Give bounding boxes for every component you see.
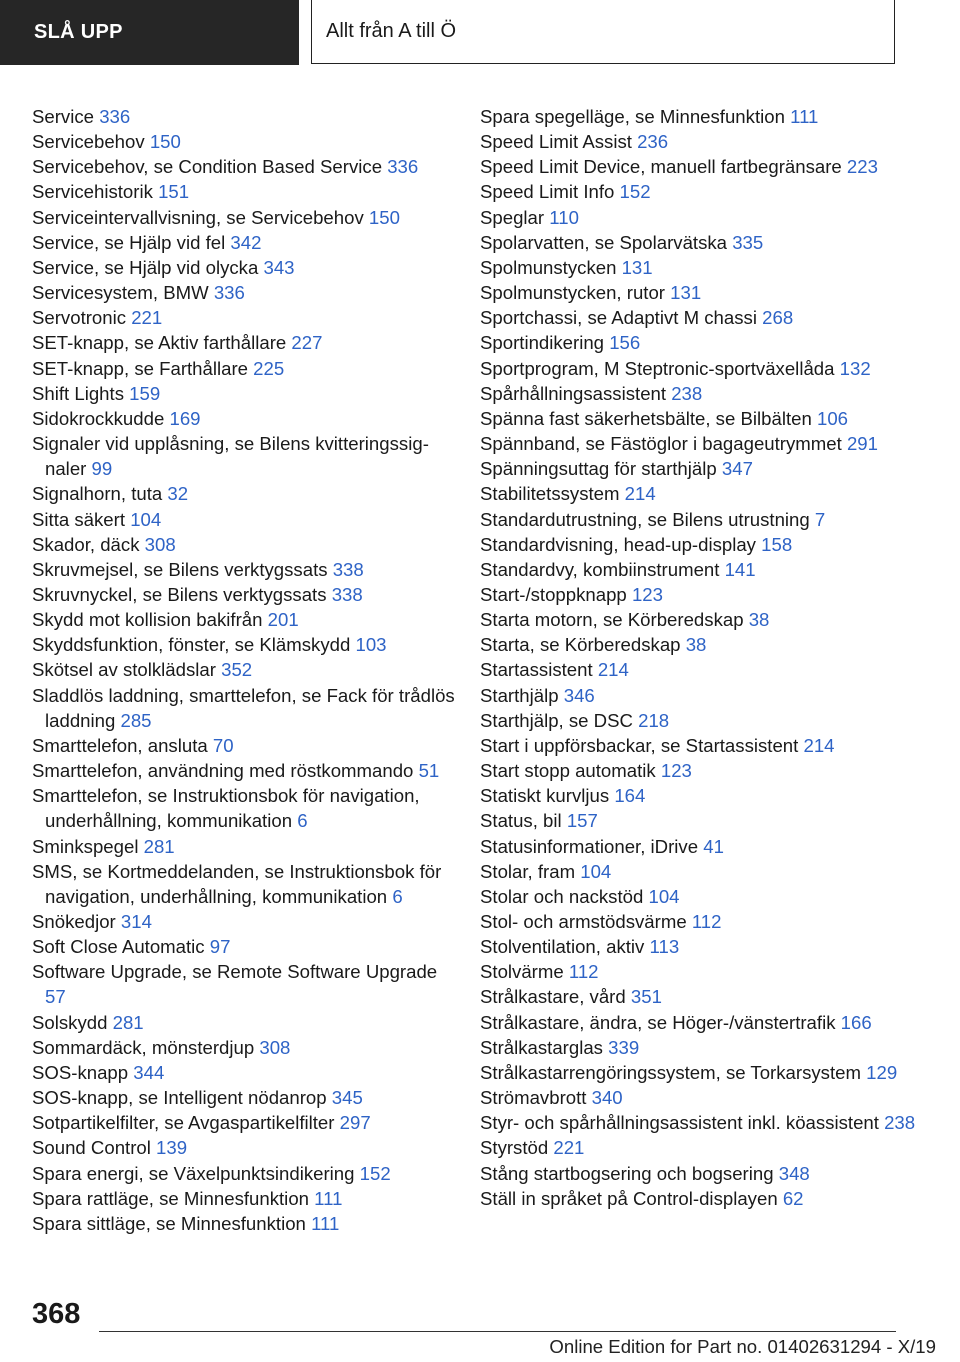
entry-term: Starthjälp	[480, 684, 559, 706]
index-entry	[32, 104, 462, 129]
entry-term: Service, se Hjälp vid olycka	[32, 256, 259, 278]
entry-page-link[interactable]: 281	[143, 835, 175, 857]
index-entry	[480, 884, 920, 909]
index-entry	[480, 959, 920, 984]
index-entry	[480, 1010, 920, 1035]
entry-term: Strålkastarglas	[480, 1036, 603, 1058]
entry-page-link[interactable]: 41	[703, 835, 724, 857]
entry-page-link[interactable]: 112	[691, 911, 722, 932]
entry-page-link[interactable]: 221	[553, 1137, 585, 1159]
index-entry	[480, 1110, 920, 1135]
entry-term: Servicehistorik	[32, 181, 153, 203]
entry-page-link[interactable]: 57	[45, 986, 66, 1008]
entry-term: Spårhållningsassistent	[480, 382, 667, 404]
entry-page-link[interactable]: 6	[297, 810, 308, 832]
entry-term: Servotronic	[32, 307, 127, 329]
entry-page-link[interactable]: 214	[597, 659, 629, 681]
entry-term: Skötsel av stolklädslar	[32, 659, 216, 681]
entry-term: Service, se Hjälp vid fel	[32, 231, 226, 253]
entry-term: Signaler vid upplåsning, se Bilens kvitteringssignaler	[32, 433, 429, 480]
entry-page-link[interactable]: 338	[331, 583, 363, 605]
entry-term: Skydd mot kollision bakifrån	[32, 609, 263, 631]
index-column-left	[32, 104, 462, 1236]
index-entry	[32, 431, 462, 481]
entry-page-link[interactable]: 339	[608, 1036, 640, 1058]
index-entry	[32, 356, 462, 381]
index-entry	[32, 381, 462, 406]
entry-term: Spara spegelläge, se Minnesfunktion	[480, 106, 785, 127]
entry-term: Servicebehov	[32, 131, 145, 153]
entry-page-link[interactable]: 223	[846, 156, 878, 178]
index-entry	[480, 154, 920, 179]
entry-page-link[interactable]: 297	[339, 1112, 371, 1134]
index-entry	[480, 834, 920, 859]
entry-page-link[interactable]: 131	[670, 282, 702, 304]
entry-term: Standardvisning, head-up-display	[480, 533, 756, 555]
entry-term: Startassistent	[480, 659, 593, 681]
index-entry	[32, 582, 462, 607]
index-entry	[32, 1161, 462, 1186]
entry-term: Standardutrustning, se Bilens utrustning	[480, 508, 810, 530]
index-entry	[480, 1161, 920, 1186]
index-entry	[32, 255, 462, 280]
index-entry	[32, 758, 462, 783]
entry-term: Software Upgrade, se Remote Software Upgrade	[32, 961, 438, 983]
entry-page-link[interactable]: 336	[387, 156, 419, 178]
entry-term: Styr- och spårhållningsassistent inkl. köassistent	[480, 1112, 879, 1134]
entry-page-link[interactable]: 166	[840, 1011, 872, 1033]
entry-term: Start i uppförsbackar, se Startassistent	[480, 734, 799, 756]
index-entry	[32, 934, 462, 959]
index-entry	[32, 632, 462, 657]
index-entry	[480, 280, 920, 305]
entry-term: Stolventilation, aktiv	[480, 936, 645, 958]
entry-term: Speglar	[480, 206, 545, 228]
index-entry	[480, 708, 920, 733]
entry-page-link[interactable]: 6	[392, 885, 403, 907]
index-entry	[32, 305, 462, 330]
entry-term: Skyddsfunktion, fönster, se Klämskydd	[32, 634, 351, 656]
entry-page-link[interactable]: 238	[884, 1112, 916, 1134]
index-entry	[32, 1010, 462, 1035]
entry-page-link[interactable]: 129	[866, 1061, 898, 1083]
entry-page-link[interactable]: 151	[158, 181, 190, 203]
page-number: 368	[32, 1298, 81, 1330]
entry-term: Statiskt kurvljus	[480, 785, 610, 807]
index-entry	[480, 1186, 920, 1211]
edition-footer: Online Edition for Part no. 01402631294 - X/19	[549, 1336, 936, 1357]
entry-term: Spara energi, se Växelpunktsindikering	[32, 1162, 355, 1184]
entry-page-link[interactable]: 346	[563, 684, 595, 706]
entry-term: Spänningsuttag för starthjälp	[480, 458, 717, 480]
index-entry	[480, 179, 920, 204]
entry-page-link[interactable]: 238	[671, 382, 703, 404]
entry-page-link[interactable]: 338	[332, 558, 364, 580]
entry-term: Sminkspegel	[32, 835, 139, 857]
entry-page-link[interactable]: 132	[839, 357, 871, 379]
entry-page-link[interactable]: 281	[112, 1011, 144, 1033]
index-entry	[32, 1186, 462, 1211]
entry-page-link[interactable]: 32	[167, 483, 189, 505]
index-entry	[32, 1035, 462, 1060]
entry-page-link[interactable]: 268	[762, 307, 794, 329]
entry-page-link[interactable]: 70	[212, 734, 234, 756]
entry-page-link[interactable]: 336	[213, 282, 245, 304]
entry-term: Start-/stoppknapp	[480, 583, 627, 605]
entry-term: Servicebehov, se Condition Based Service	[32, 156, 383, 178]
entry-term: Strålkastare, ändra, se Höger-/vänstertrafik	[480, 1011, 836, 1033]
index-entry	[480, 758, 920, 783]
entry-page-link[interactable]: 51	[418, 760, 440, 782]
chapter-tab[interactable]	[311, 0, 895, 64]
entry-page-link[interactable]: 103	[355, 634, 387, 656]
entry-term: Spänna fast säkerhetsbälte, se Bilbälten	[480, 407, 812, 429]
index-entry	[32, 154, 462, 179]
index-entry	[480, 104, 920, 129]
entry-page-link[interactable]: 110	[549, 206, 579, 228]
entry-page-link[interactable]: 104	[580, 860, 612, 882]
chapter-label: Allt från A till Ö	[326, 20, 457, 42]
entry-page-link[interactable]: 139	[156, 1137, 188, 1159]
entry-term: Snökedjor	[32, 911, 116, 932]
index-column-right	[480, 104, 920, 1211]
entry-page-link[interactable]: 348	[778, 1162, 810, 1184]
entry-term: Speed Limit Assist	[480, 131, 632, 153]
index-entry	[32, 1110, 462, 1135]
entry-page-link[interactable]: 97	[209, 936, 231, 958]
index-entry	[480, 406, 920, 431]
index-entry	[32, 330, 462, 355]
entry-term: Sladdlös laddning, smarttelefon, se Fack för trådlös laddning	[32, 684, 455, 731]
entry-term: Skruvnyckel, se Bilens verktygssats	[32, 583, 327, 605]
index-entry	[32, 280, 462, 305]
entry-page-link[interactable]: 38	[685, 634, 707, 656]
entry-term: Servicesystem, BMW	[32, 282, 209, 304]
index-entry	[480, 607, 920, 632]
entry-page-link[interactable]: 285	[120, 709, 152, 731]
index-entry	[480, 381, 920, 406]
index-entry	[480, 330, 920, 355]
index-entry	[480, 657, 920, 682]
entry-page-link[interactable]: 104	[130, 508, 162, 530]
entry-page-link[interactable]: 150	[149, 131, 181, 153]
section-label: SLÅ UPP	[34, 21, 123, 43]
entry-page-link[interactable]: 111	[314, 1187, 343, 1209]
index-entry	[480, 808, 920, 833]
index-entry	[480, 582, 920, 607]
entry-term: SOS-knapp	[32, 1061, 129, 1083]
index-entry	[32, 1060, 462, 1085]
entry-page-link[interactable]: 99	[91, 458, 113, 480]
entry-term: Sommardäck, mönsterdjup	[32, 1036, 255, 1058]
index-entry	[480, 557, 920, 582]
index-entry	[480, 783, 920, 808]
section-tab[interactable]	[0, 0, 299, 65]
entry-page-link[interactable]: 227	[291, 332, 323, 354]
entry-page-link[interactable]: 164	[614, 785, 646, 807]
entry-term: Standardvy, kombiinstrument	[480, 558, 720, 580]
entry-term: Sound Control	[32, 1137, 151, 1159]
entry-term: Starta, se Körberedskap	[480, 634, 681, 656]
entry-term: Start stopp automatik	[480, 760, 656, 782]
index-entry	[480, 431, 920, 456]
index-entry	[32, 1085, 462, 1110]
index-entry	[480, 1135, 920, 1160]
index-entry	[32, 507, 462, 532]
entry-page-link[interactable]: 7	[814, 508, 826, 530]
entry-page-link[interactable]: 343	[263, 256, 295, 278]
index-entry	[32, 959, 462, 1009]
entry-term: Stång startbogsering och bogsering	[480, 1162, 774, 1184]
index-entry	[480, 1085, 920, 1110]
index-entry	[480, 129, 920, 154]
index-entry	[32, 733, 462, 758]
entry-page-link[interactable]: 123	[631, 583, 663, 605]
index-entry	[32, 859, 462, 909]
entry-term: Styrstöd	[480, 1137, 549, 1159]
index-entry	[480, 255, 920, 280]
index-entry	[480, 356, 920, 381]
index-entry	[480, 909, 920, 934]
entry-page-link[interactable]: 123	[660, 760, 692, 782]
entry-term: Skruvmejsel, se Bilens verktygssats	[32, 558, 328, 580]
entry-term: Stolar, fram	[480, 860, 576, 882]
entry-page-link[interactable]: 169	[169, 407, 201, 429]
entry-page-link[interactable]: 340	[591, 1087, 623, 1109]
index-entry	[480, 205, 920, 230]
entry-page-link[interactable]: 106	[816, 407, 849, 429]
entry-term: Speed Limit Info	[480, 181, 615, 203]
entry-term: SMS, se Kortmeddelanden, se Instruktionsbok för navigation, underhållning, kommunikation	[32, 860, 442, 907]
index-entry	[480, 859, 920, 884]
index-entry	[480, 984, 920, 1009]
entry-term: Statusinformationer, iDrive	[480, 835, 699, 857]
index-entry	[32, 909, 462, 934]
entry-page-link[interactable]: 104	[648, 885, 680, 907]
entry-page-link[interactable]: 131	[621, 256, 653, 278]
footer-divider	[99, 1331, 896, 1332]
entry-term: Smarttelefon, se Instruktionsbok för navigation, underhållning, kommunikation	[32, 785, 420, 832]
entry-page-link[interactable]: 157	[566, 810, 598, 832]
index-entry	[32, 129, 462, 154]
entry-page-link[interactable]: 62	[782, 1187, 804, 1209]
entry-page-link[interactable]: 159	[129, 382, 161, 404]
index-entry	[32, 406, 462, 431]
index-entry	[480, 305, 920, 330]
entry-page-link[interactable]: 221	[131, 307, 163, 329]
entry-page-link[interactable]: 38	[748, 609, 770, 631]
entry-page-link[interactable]: 150	[368, 206, 400, 228]
entry-term: Shift Lights	[32, 382, 124, 404]
entry-term: Spara sittläge, se Minnesfunktion	[32, 1212, 306, 1234]
index-entry	[480, 507, 920, 532]
entry-term: Signalhorn, tuta	[32, 483, 163, 505]
entry-term: Smarttelefon, ansluta	[32, 734, 208, 756]
entry-term: Spolmunstycken, rutor	[480, 282, 665, 304]
index-entry	[480, 1060, 920, 1085]
index-entry	[480, 1035, 920, 1060]
entry-term: Serviceintervallvisning, se Servicebehov	[32, 206, 364, 228]
entry-term: Sotpartikelfilter, se Avgaspartikelfilter	[32, 1112, 335, 1134]
entry-page-link[interactable]: 351	[630, 986, 662, 1008]
entry-page-link[interactable]: 335	[732, 231, 764, 253]
entry-page-link[interactable]: 141	[724, 558, 756, 580]
entry-term: Spännband, se Fästöglor i bagageutrymmet	[480, 433, 842, 455]
entry-term: SET-knapp, se Aktiv farthållare	[32, 332, 287, 354]
entry-page-link[interactable]: 218	[638, 709, 670, 731]
entry-page-link[interactable]: 158	[761, 533, 793, 555]
entry-term: Spolarvatten, se Spolarvätska	[480, 231, 728, 253]
index-entry	[480, 532, 920, 557]
entry-term: Stol- och armstödsvärme	[480, 911, 687, 932]
index-entry	[32, 230, 462, 255]
index-entry	[480, 632, 920, 657]
entry-term: Spara rattläge, se Minnesfunktion	[32, 1187, 309, 1209]
entry-term: Smarttelefon, användning med röstkommando	[32, 760, 414, 782]
index-entry	[32, 1135, 462, 1160]
entry-term: SET-knapp, se Farthållare	[32, 357, 248, 379]
entry-page-link[interactable]: 111	[311, 1212, 340, 1234]
entry-page-link[interactable]: 336	[99, 106, 131, 127]
entry-term: SOS-knapp, se Intelligent nödanrop	[32, 1087, 327, 1109]
entry-term: Sportindikering	[480, 332, 605, 354]
entry-page-link[interactable]: 156	[609, 332, 641, 354]
entry-term: Skador, däck	[32, 533, 140, 555]
entry-term: Starthjälp, se DSC	[480, 709, 633, 731]
entry-term: Spolmunstycken	[480, 256, 617, 278]
entry-term: Solskydd	[32, 1011, 108, 1033]
index-entry	[32, 532, 462, 557]
index-entry	[32, 179, 462, 204]
entry-term: Stabilitetssystem	[480, 483, 620, 505]
entry-page-link[interactable]: 308	[259, 1036, 291, 1058]
entry-page-link[interactable]: 291	[846, 433, 878, 455]
entry-term: Ställ in språket på Control-displayen	[480, 1187, 778, 1209]
entry-term: Sidokrockkudde	[32, 407, 165, 429]
entry-page-link[interactable]: 347	[721, 458, 753, 480]
entry-page-link[interactable]: 214	[624, 483, 656, 505]
entry-term: Strålkastarrengöringssystem, se Torkarsystem	[480, 1061, 861, 1083]
entry-page-link[interactable]: 236	[637, 131, 669, 153]
index-entry	[32, 657, 462, 682]
entry-term: Strömavbrott	[480, 1087, 587, 1109]
index-entry	[32, 481, 462, 506]
index-entry	[480, 230, 920, 255]
entry-term: Service	[32, 106, 95, 127]
entry-page-link[interactable]: 214	[803, 734, 835, 756]
entry-page-link[interactable]: 352	[221, 659, 253, 681]
entry-term: Stolvärme	[480, 961, 564, 983]
entry-term: Status, bil	[480, 810, 562, 832]
entry-page-link[interactable]: 225	[253, 357, 285, 379]
index-entry	[32, 783, 462, 833]
entry-page-link[interactable]: 345	[331, 1087, 363, 1109]
entry-page-link[interactable]: 314	[120, 911, 152, 932]
index-entry	[32, 1211, 462, 1236]
entry-term: Sportchassi, se Adaptivt M chassi	[480, 307, 757, 329]
index-entry	[480, 683, 920, 708]
entry-page-link[interactable]: 112	[568, 961, 599, 983]
index-entry	[480, 934, 920, 959]
entry-page-link[interactable]: 308	[144, 533, 176, 555]
entry-page-link[interactable]: 152	[619, 181, 651, 203]
index-entry	[32, 607, 462, 632]
entry-term: Stolar och nackstöd	[480, 885, 644, 907]
entry-term: Strålkastare, vård	[480, 986, 626, 1008]
entry-term: Sportprogram, M Steptronic-sportväxellåda	[480, 357, 835, 379]
entry-term: Starta motorn, se Körberedskap	[480, 609, 744, 631]
entry-page-link[interactable]: 201	[267, 609, 299, 631]
entry-page-link[interactable]: 152	[359, 1162, 391, 1184]
entry-term: Speed Limit Device, manuell fartbegränsare	[480, 156, 842, 178]
entry-term: Sitta säkert	[32, 508, 126, 530]
entry-page-link[interactable]: 113	[649, 936, 680, 958]
entry-page-link[interactable]: 342	[230, 231, 262, 253]
index-entry	[32, 834, 462, 859]
index-entry	[32, 205, 462, 230]
index-entry	[480, 456, 920, 481]
index-entry	[32, 683, 462, 733]
entry-page-link[interactable]: 111	[790, 106, 819, 127]
index-entry	[32, 557, 462, 582]
entry-term: Soft Close Automatic	[32, 936, 205, 958]
index-entry	[480, 733, 920, 758]
entry-page-link[interactable]: 344	[133, 1061, 165, 1083]
index-entry	[480, 481, 920, 506]
